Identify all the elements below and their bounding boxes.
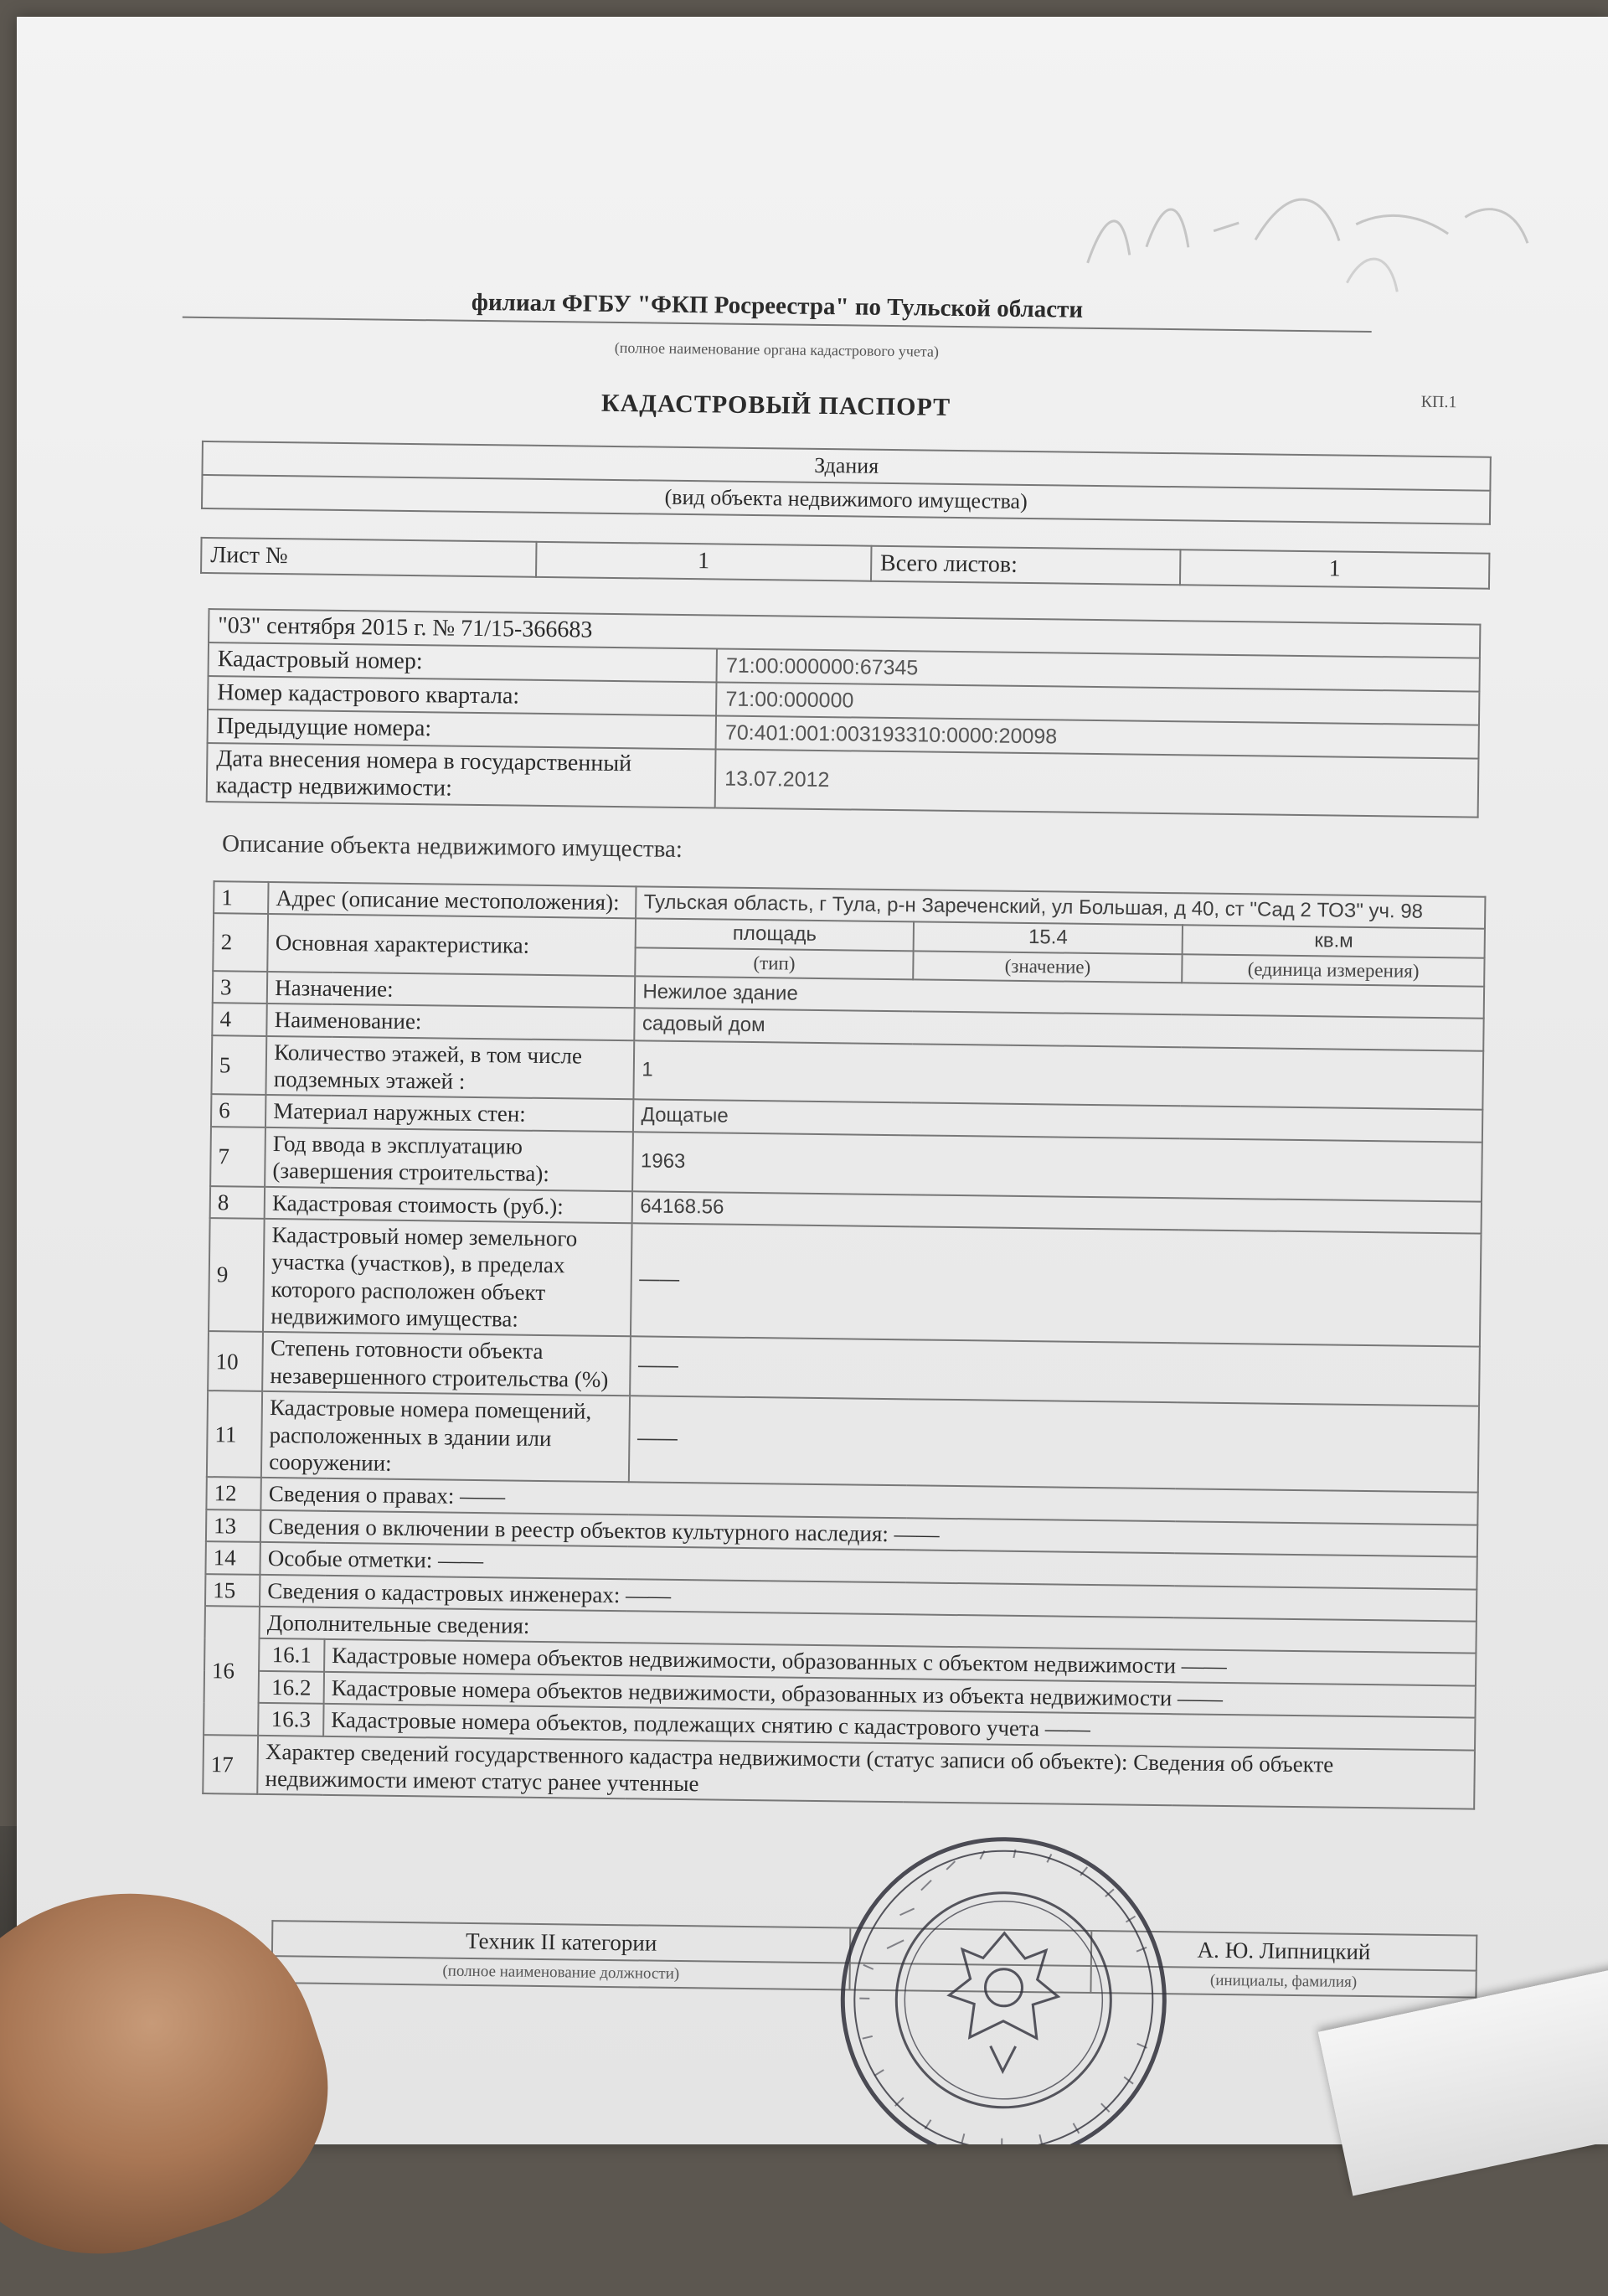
object-description-table bbox=[202, 880, 1486, 1810]
cadastral-number-value: 71:00:000000:67345 bbox=[717, 648, 1480, 691]
row-number: 2 bbox=[213, 914, 268, 972]
row-label: Адрес (описание местоположения): bbox=[268, 882, 636, 919]
row-text: Сведения о кадастровых инженерах: —— bbox=[260, 1574, 1477, 1621]
subrow-number: 16.3 bbox=[258, 1703, 323, 1736]
row-value: 64168.56 bbox=[632, 1191, 1482, 1234]
row-number: 6 bbox=[211, 1094, 266, 1127]
row-text: Дополнительные сведения: bbox=[260, 1607, 1477, 1654]
signer-name: А. Ю. Липницкий bbox=[1091, 1931, 1477, 1971]
subrow-text: Кадастровые номера объектов недвижимости, образованных из объекта недвижимости —— bbox=[323, 1672, 1475, 1718]
document-title: КАДАСТРОВЫЙ ПАСПОРТ bbox=[600, 389, 951, 421]
cadastral-number-label: Кадастровый номер: bbox=[209, 642, 718, 682]
cadastral-quarter-value: 71:00:000000 bbox=[716, 682, 1479, 725]
row-label: Кадастровый номер земельного участка (участков), в пределах которого расположен объект недвижимого имущества: bbox=[263, 1219, 632, 1337]
object-kind-caption: (вид объекта недвижимого имущества) bbox=[202, 475, 1490, 524]
row-number: 1 bbox=[214, 881, 269, 914]
row-value: садовый дом bbox=[635, 1008, 1484, 1050]
position-caption: (полное наименование должности) bbox=[271, 1956, 850, 1989]
row-value: 1 bbox=[634, 1040, 1483, 1110]
registry-date-number: "03" сентября 2015 г. № 71/15-366683 bbox=[209, 609, 1480, 658]
row-label: Наименование: bbox=[266, 1004, 635, 1040]
total-sheets-label: Всего листов: bbox=[871, 546, 1181, 586]
row-label: Материал наружных стен: bbox=[265, 1095, 634, 1132]
sheet-label: Лист № bbox=[201, 538, 536, 577]
row-number: 10 bbox=[208, 1332, 263, 1392]
characteristic-unit: кв.м bbox=[1183, 926, 1485, 958]
table-row bbox=[209, 1218, 1482, 1347]
value-caption: (значение) bbox=[913, 952, 1183, 983]
row-number: 13 bbox=[206, 1509, 261, 1542]
row-number: 7 bbox=[210, 1127, 265, 1187]
characteristic-value: 15.4 bbox=[913, 922, 1183, 955]
registry-table bbox=[206, 608, 1482, 818]
signer-position: Техник II категории bbox=[272, 1921, 851, 1963]
type-caption: (тип) bbox=[636, 947, 914, 979]
row-number: 12 bbox=[206, 1478, 261, 1510]
object-kind-value: Здания bbox=[202, 441, 1490, 491]
previous-numbers-value: 70:401:001:003193310:0000:20098 bbox=[716, 715, 1479, 758]
row-label: Основная характеристика: bbox=[267, 914, 636, 976]
row-value: Тульская область, г Тула, р-н Зареченский, ул Большая, д 40, ст "Сад 2 ТОЗ" уч. 98 bbox=[636, 886, 1485, 929]
subrow-text: Кадастровые номера объектов недвижимости, образованных с объектом недвижимости —— bbox=[324, 1639, 1476, 1685]
row-text: Сведения о правах: —— bbox=[261, 1478, 1478, 1525]
row-number: 11 bbox=[207, 1390, 262, 1478]
total-sheets-number: 1 bbox=[1180, 549, 1490, 589]
row-number: 3 bbox=[213, 971, 268, 1004]
row-value: —— bbox=[631, 1337, 1480, 1406]
form-code: КП.1 bbox=[1420, 392, 1457, 412]
row-number: 4 bbox=[212, 1003, 267, 1035]
object-kind-table bbox=[201, 441, 1492, 525]
organization-caption: (полное наименование органа кадастрового учета) bbox=[614, 338, 940, 360]
table-row bbox=[207, 1390, 1479, 1493]
row-number: 17 bbox=[203, 1735, 258, 1795]
row-number: 15 bbox=[205, 1574, 260, 1607]
official-seal-stamp bbox=[834, 1830, 1173, 2144]
row-number: 5 bbox=[211, 1035, 266, 1096]
sheet-number: 1 bbox=[536, 542, 871, 581]
description-heading: Описание объекта недвижимого имущества: bbox=[221, 830, 683, 863]
row-number: 14 bbox=[205, 1541, 260, 1574]
row-value: Дощатые bbox=[633, 1100, 1482, 1143]
row-value: 1963 bbox=[633, 1132, 1482, 1201]
row-label: Кадастровые номера помещений, расположенных в здании или сооружении: bbox=[261, 1391, 631, 1483]
document-sheet bbox=[17, 17, 1608, 2144]
row-label: Год ввода в эксплуатацию (завершения строительства): bbox=[265, 1127, 633, 1191]
subrow-number: 16.2 bbox=[259, 1671, 324, 1704]
row-label: Назначение: bbox=[267, 972, 636, 1009]
unit-caption: (единица измерения) bbox=[1183, 954, 1485, 986]
subrow-text: Кадастровые номера объектов, подлежащих снятию с кадастрового учета —— bbox=[323, 1704, 1475, 1750]
row-label: Количество этажей, в том числе подземных этажей : bbox=[266, 1035, 635, 1099]
row-number: 16 bbox=[204, 1606, 260, 1735]
sheet-table bbox=[200, 537, 1490, 590]
row-number: 8 bbox=[210, 1186, 265, 1219]
row-label: Кадастровая стоимость (руб.): bbox=[265, 1186, 633, 1223]
document-page bbox=[17, 17, 1608, 2144]
previous-numbers-label: Предыдущие номера: bbox=[208, 709, 717, 749]
row-label: Степень готовности объекта незавершенного строительства (%) bbox=[262, 1332, 631, 1396]
row-value: —— bbox=[631, 1223, 1481, 1347]
cadastral-quarter-label: Номер кадастрового квартала: bbox=[208, 676, 717, 715]
row-text: Характер сведений государственного кадастра недвижимости (статус записи об объекте): Сведения об объекте недвижимости имеют статус ранее учтенные bbox=[257, 1735, 1475, 1809]
characteristic-type: площадь bbox=[636, 919, 914, 952]
name-caption: (инициалы, фамилия) bbox=[1090, 1966, 1477, 1998]
registration-date-label: Дата внесения номера в государственный кадастр недвижимости: bbox=[207, 743, 716, 808]
subrow-number: 16.1 bbox=[259, 1638, 324, 1671]
row-value: Нежилое здание bbox=[635, 976, 1484, 1019]
organization-name: филиал ФГБУ "ФКП Росреестра" по Тульской области bbox=[183, 286, 1372, 333]
row-number: 9 bbox=[209, 1218, 265, 1332]
registration-date-value: 13.07.2012 bbox=[715, 749, 1479, 817]
row-text: Сведения о включении в реестр объектов культурного наследия: —— bbox=[260, 1510, 1477, 1557]
row-value: —— bbox=[629, 1396, 1479, 1494]
row-text: Особые отметки: —— bbox=[260, 1542, 1477, 1589]
pencil-handwriting bbox=[1070, 163, 1541, 302]
